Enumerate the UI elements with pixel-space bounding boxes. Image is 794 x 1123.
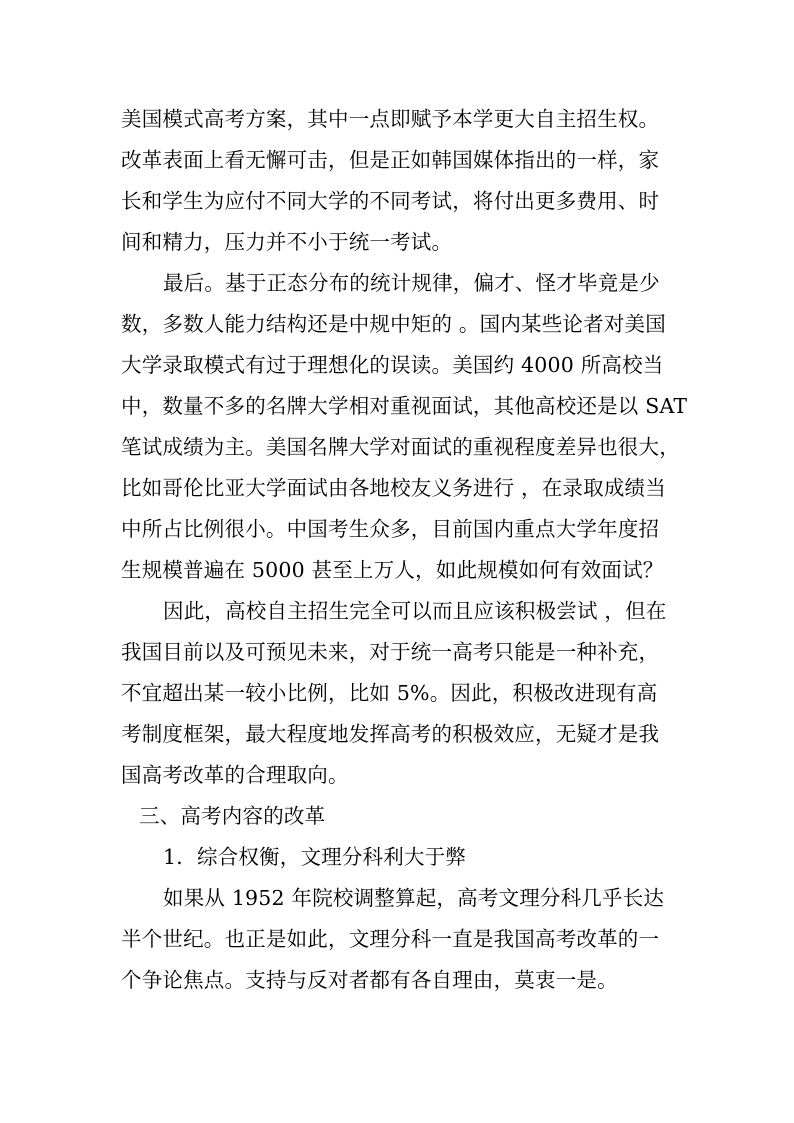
paragraph-line: 最后。基于正态分布的统计规律，偏才、怪才毕竟是少: [163, 271, 660, 295]
paragraph-line: 数，多数人能力结构还是中规中矩的 。国内某些论者对美国: [121, 312, 666, 336]
paragraph-line: 笔试成绩为主。美国名牌大学对面试的重视程度差异也很大，: [121, 435, 680, 459]
paragraph-line: 长和学生为应付不同大学的不同考试，将付出更多费用、时: [121, 189, 660, 213]
paragraph-line: 美国模式高考方案，其中一点即赋予本学更大自主招生权。: [121, 107, 660, 131]
paragraph-line: 改革表面上看无懈可击，但是正如韩国媒体指出的一样，家: [121, 148, 660, 172]
paragraph-line: 比如哥伦比亚大学面试由各地校友义务进行 ，在录取成绩当: [121, 476, 666, 500]
section-heading: 三、高考内容的改革: [139, 804, 326, 828]
paragraph-line: 考制度框架，最大程度地发挥高考的积极效应，无疑才是我: [121, 722, 660, 746]
subsection-heading: 1．综合权衡，文理分科利大于弊: [163, 845, 467, 869]
paragraph-line: 国高考改革的合理取向。: [121, 763, 349, 787]
paragraph-line: 我国目前以及可预见未来，对于统一高考只能是一种补充，: [121, 640, 660, 664]
paragraph-line: 个争论焦点。支持与反对者都有各自理由，莫衷一是。: [121, 968, 618, 992]
paragraph-line: 间和精力，压力并不小于统一考试。: [121, 230, 453, 254]
paragraph-line: 中所占比例很小。中国考生众多，目前国内重点大学年度招: [121, 517, 660, 541]
paragraph-line: 中，数量不多的名牌大学相对重视面试，其他高校还是以 SAT: [121, 394, 688, 418]
paragraph-line: 生规模普遍在 5000 甚至上万人，如此规模如何有效面试？: [121, 558, 664, 582]
paragraph-line: 不宜超出某一较小比例，比如 5%。因此，积极改进现有高: [121, 681, 658, 705]
paragraph-line: 如果从 1952 年院校调整算起，高考文理分科几乎长达: [163, 886, 665, 910]
paragraph-line: 因此，高校自主招生完全可以而且应该积极尝试 ，但在: [163, 599, 667, 623]
paragraph-line: 半个世纪。也正是如此，文理分科一直是我国高考改革的一: [121, 927, 660, 951]
paragraph-line: 大学录取模式有过于理想化的误读。美国约 4000 所高校当: [121, 353, 664, 377]
